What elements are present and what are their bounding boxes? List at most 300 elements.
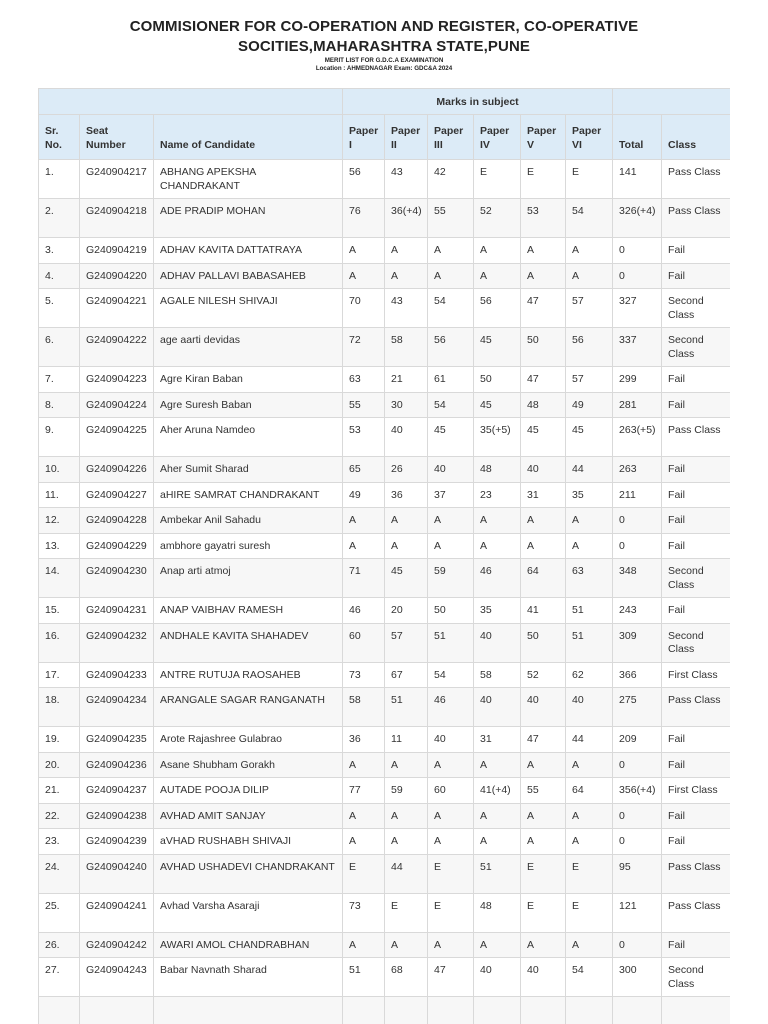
paper-2-cell: A bbox=[385, 263, 428, 289]
sr-no-cell: 6. bbox=[39, 328, 80, 367]
paper-5-cell: 47 bbox=[521, 289, 566, 328]
merit-table bbox=[38, 88, 730, 1024]
paper-5-cell: E bbox=[521, 160, 566, 199]
paper-2-cell: 43 bbox=[385, 160, 428, 199]
table-row bbox=[39, 160, 731, 199]
paper-2-cell: 58 bbox=[385, 328, 428, 367]
paper-6-cell: 35 bbox=[566, 482, 613, 508]
paper-3-cell: A bbox=[428, 533, 474, 559]
paper-3-cell: A bbox=[428, 932, 474, 958]
paper-5-cell: A bbox=[521, 238, 566, 264]
total-cell: 121 bbox=[613, 893, 662, 932]
header-blank-cell bbox=[39, 89, 343, 115]
column-header-paper-5: Paper V bbox=[521, 115, 566, 160]
paper-3-cell: E bbox=[428, 854, 474, 893]
seat-number-cell: G240904228 bbox=[80, 508, 154, 534]
class-cell: Fail bbox=[662, 803, 730, 829]
seat-number-cell: G240904233 bbox=[80, 662, 154, 688]
seat-number-cell: G240904238 bbox=[80, 803, 154, 829]
table-row bbox=[39, 263, 731, 289]
paper-2-cell: E bbox=[385, 893, 428, 932]
total-cell: 299 bbox=[613, 367, 662, 393]
paper-2-cell: A bbox=[385, 932, 428, 958]
paper-2-cell: A bbox=[385, 752, 428, 778]
paper-3-cell: A bbox=[428, 803, 474, 829]
paper-6-cell: A bbox=[566, 263, 613, 289]
paper-5-cell: 50 bbox=[521, 623, 566, 662]
paper-5-cell: 45 bbox=[521, 418, 566, 457]
paper-5-cell: E bbox=[521, 893, 566, 932]
empty-cell bbox=[343, 997, 385, 1024]
column-header-paper-4: Paper IV bbox=[474, 115, 521, 160]
paper-1-cell: A bbox=[343, 829, 385, 855]
paper-1-cell: A bbox=[343, 932, 385, 958]
seat-number-cell: G240904221 bbox=[80, 289, 154, 328]
class-cell: First Class bbox=[662, 778, 730, 804]
table-row bbox=[39, 199, 731, 238]
sr-no-cell: 2. bbox=[39, 199, 80, 238]
seat-number-cell: G240904224 bbox=[80, 392, 154, 418]
paper-4-cell: A bbox=[474, 533, 521, 559]
paper-4-cell: 46 bbox=[474, 559, 521, 598]
table-row bbox=[39, 289, 731, 328]
paper-1-cell: 51 bbox=[343, 958, 385, 997]
table-body bbox=[39, 160, 731, 1024]
sr-no-cell: 18. bbox=[39, 688, 80, 727]
paper-5-cell: E bbox=[521, 854, 566, 893]
paper-3-cell: 46 bbox=[428, 688, 474, 727]
class-cell: Pass Class bbox=[662, 688, 730, 727]
paper-6-cell: 62 bbox=[566, 662, 613, 688]
paper-5-cell: A bbox=[521, 508, 566, 534]
table-row bbox=[39, 238, 731, 264]
sr-no-cell: 25. bbox=[39, 893, 80, 932]
paper-4-cell: 45 bbox=[474, 328, 521, 367]
paper-6-cell: 44 bbox=[566, 727, 613, 753]
table-row bbox=[39, 958, 731, 997]
paper-5-cell: 47 bbox=[521, 367, 566, 393]
paper-6-cell: A bbox=[566, 752, 613, 778]
total-cell: 0 bbox=[613, 238, 662, 264]
paper-5-cell: 50 bbox=[521, 328, 566, 367]
total-cell: 281 bbox=[613, 392, 662, 418]
paper-3-cell: 59 bbox=[428, 559, 474, 598]
paper-3-cell: 42 bbox=[428, 160, 474, 199]
paper-6-cell: 49 bbox=[566, 392, 613, 418]
paper-2-cell: 40 bbox=[385, 418, 428, 457]
paper-1-cell: 46 bbox=[343, 598, 385, 624]
column-header-paper-3: Paper III bbox=[428, 115, 474, 160]
seat-number-cell: G240904225 bbox=[80, 418, 154, 457]
paper-5-cell: 55 bbox=[521, 778, 566, 804]
total-cell: 327 bbox=[613, 289, 662, 328]
sr-no-cell: 17. bbox=[39, 662, 80, 688]
paper-6-cell: A bbox=[566, 932, 613, 958]
candidate-name-cell: Aher Aruna Namdeo bbox=[154, 418, 343, 457]
sr-no-cell: 16. bbox=[39, 623, 80, 662]
paper-6-cell: A bbox=[566, 238, 613, 264]
paper-6-cell: 51 bbox=[566, 623, 613, 662]
paper-4-cell: A bbox=[474, 829, 521, 855]
paper-6-cell: 54 bbox=[566, 958, 613, 997]
class-cell: Pass Class bbox=[662, 199, 730, 238]
total-cell: 0 bbox=[613, 508, 662, 534]
paper-2-cell: 67 bbox=[385, 662, 428, 688]
paper-1-cell: A bbox=[343, 508, 385, 534]
location-exam-line: Location : AHMEDNAGAR Exam: GDC&A 2024 bbox=[315, 65, 453, 72]
table-row bbox=[39, 533, 731, 559]
paper-2-cell: 51 bbox=[385, 688, 428, 727]
paper-6-cell: E bbox=[566, 854, 613, 893]
empty-cell bbox=[662, 997, 730, 1024]
column-header-paper-6: Paper VI bbox=[566, 115, 613, 160]
table-row bbox=[39, 854, 731, 893]
paper-2-cell: A bbox=[385, 829, 428, 855]
class-cell: Fail bbox=[662, 367, 730, 393]
paper-4-cell: 35 bbox=[474, 598, 521, 624]
paper-1-cell: A bbox=[343, 803, 385, 829]
seat-number-cell: G240904232 bbox=[80, 623, 154, 662]
sr-no-cell: 21. bbox=[39, 778, 80, 804]
paper-4-cell: A bbox=[474, 932, 521, 958]
class-cell: Fail bbox=[662, 238, 730, 264]
empty-cell bbox=[80, 997, 154, 1024]
seat-number-cell: G240904229 bbox=[80, 533, 154, 559]
table-row bbox=[39, 778, 731, 804]
candidate-name-cell: AWARI AMOL CHANDRABHAN bbox=[154, 932, 343, 958]
total-cell: 0 bbox=[613, 533, 662, 559]
paper-2-cell: 30 bbox=[385, 392, 428, 418]
paper-3-cell: 54 bbox=[428, 392, 474, 418]
paper-1-cell: 55 bbox=[343, 392, 385, 418]
sr-no-cell: 4. bbox=[39, 263, 80, 289]
paper-1-cell: A bbox=[343, 238, 385, 264]
class-cell: Pass Class bbox=[662, 160, 730, 199]
total-cell: 0 bbox=[613, 932, 662, 958]
paper-1-cell: 56 bbox=[343, 160, 385, 199]
class-cell: Fail bbox=[662, 752, 730, 778]
paper-5-cell: A bbox=[521, 829, 566, 855]
sr-no-cell: 20. bbox=[39, 752, 80, 778]
paper-1-cell: A bbox=[343, 263, 385, 289]
candidate-name-cell: Aher Sumit Sharad bbox=[154, 457, 343, 483]
sr-no-cell: 5. bbox=[39, 289, 80, 328]
page-title-line-1: COMMISIONER FOR CO-OPERATION AND REGISTER, CO-OPERATIVE bbox=[129, 18, 639, 35]
paper-5-cell: 64 bbox=[521, 559, 566, 598]
paper-4-cell: 23 bbox=[474, 482, 521, 508]
candidate-name-cell: AUTADE POOJA DILIP bbox=[154, 778, 343, 804]
candidate-name-cell: AGALE NILESH SHIVAJI bbox=[154, 289, 343, 328]
paper-4-cell: A bbox=[474, 508, 521, 534]
paper-1-cell: 58 bbox=[343, 688, 385, 727]
class-cell: Fail bbox=[662, 829, 730, 855]
seat-number-cell: G240904219 bbox=[80, 238, 154, 264]
seat-number-cell: G240904231 bbox=[80, 598, 154, 624]
paper-1-cell: 63 bbox=[343, 367, 385, 393]
table-row bbox=[39, 508, 731, 534]
class-cell: Second Class bbox=[662, 958, 730, 997]
table-row bbox=[39, 598, 731, 624]
total-cell: 337 bbox=[613, 328, 662, 367]
candidate-name-cell: Arote Rajashree Gulabrao bbox=[154, 727, 343, 753]
candidate-name-cell: ADHAV PALLAVI BABASAHEB bbox=[154, 263, 343, 289]
table-row bbox=[39, 662, 731, 688]
paper-5-cell: 48 bbox=[521, 392, 566, 418]
total-cell: 0 bbox=[613, 752, 662, 778]
seat-number-cell: G240904218 bbox=[80, 199, 154, 238]
paper-6-cell: 57 bbox=[566, 289, 613, 328]
candidate-name-cell: ANDHALE KAVITA SHAHADEV bbox=[154, 623, 343, 662]
paper-6-cell: E bbox=[566, 893, 613, 932]
total-cell: 326(+4) bbox=[613, 199, 662, 238]
sr-no-cell: 12. bbox=[39, 508, 80, 534]
candidate-name-cell: Avhad Varsha Asaraji bbox=[154, 893, 343, 932]
paper-5-cell: 52 bbox=[521, 662, 566, 688]
paper-2-cell: 36 bbox=[385, 482, 428, 508]
sr-no-cell: 9. bbox=[39, 418, 80, 457]
seat-number-cell: G240904243 bbox=[80, 958, 154, 997]
paper-4-cell: 51 bbox=[474, 854, 521, 893]
paper-4-cell: A bbox=[474, 238, 521, 264]
paper-3-cell: 56 bbox=[428, 328, 474, 367]
total-cell: 275 bbox=[613, 688, 662, 727]
total-cell: 141 bbox=[613, 160, 662, 199]
empty-cell bbox=[39, 997, 80, 1024]
paper-5-cell: A bbox=[521, 803, 566, 829]
paper-6-cell: A bbox=[566, 803, 613, 829]
class-cell: Fail bbox=[662, 932, 730, 958]
class-cell: Second Class bbox=[662, 289, 730, 328]
paper-3-cell: E bbox=[428, 893, 474, 932]
candidate-name-cell: age aarti devidas bbox=[154, 328, 343, 367]
paper-3-cell: 47 bbox=[428, 958, 474, 997]
paper-5-cell: 53 bbox=[521, 199, 566, 238]
paper-6-cell: E bbox=[566, 160, 613, 199]
paper-5-cell: A bbox=[521, 752, 566, 778]
paper-2-cell: 59 bbox=[385, 778, 428, 804]
paper-4-cell: 31 bbox=[474, 727, 521, 753]
paper-4-cell: 48 bbox=[474, 457, 521, 483]
paper-4-cell: 41(+4) bbox=[474, 778, 521, 804]
paper-2-cell: 36(+4) bbox=[385, 199, 428, 238]
seat-number-cell: G240904236 bbox=[80, 752, 154, 778]
paper-3-cell: A bbox=[428, 508, 474, 534]
paper-2-cell: 57 bbox=[385, 623, 428, 662]
seat-number-cell: G240904234 bbox=[80, 688, 154, 727]
merit-table-container bbox=[38, 88, 730, 1024]
candidate-name-cell: ARANGALE SAGAR RANGANATH bbox=[154, 688, 343, 727]
class-cell: Fail bbox=[662, 727, 730, 753]
sr-no-cell: 3. bbox=[39, 238, 80, 264]
candidate-name-cell: ANTRE RUTUJA RAOSAHEB bbox=[154, 662, 343, 688]
paper-4-cell: A bbox=[474, 803, 521, 829]
paper-5-cell: 40 bbox=[521, 457, 566, 483]
class-cell: Fail bbox=[662, 598, 730, 624]
paper-1-cell: 73 bbox=[343, 662, 385, 688]
table-row bbox=[39, 932, 731, 958]
paper-2-cell: A bbox=[385, 238, 428, 264]
sr-no-cell: 23. bbox=[39, 829, 80, 855]
paper-6-cell: A bbox=[566, 508, 613, 534]
sr-no-cell: 14. bbox=[39, 559, 80, 598]
paper-4-cell: 48 bbox=[474, 893, 521, 932]
seat-number-cell: G240904230 bbox=[80, 559, 154, 598]
sr-no-cell: 11. bbox=[39, 482, 80, 508]
empty-cell bbox=[428, 997, 474, 1024]
paper-5-cell: A bbox=[521, 932, 566, 958]
table-row bbox=[39, 623, 731, 662]
class-cell: Fail bbox=[662, 508, 730, 534]
table-row bbox=[39, 688, 731, 727]
paper-1-cell: 72 bbox=[343, 328, 385, 367]
paper-5-cell: 40 bbox=[521, 958, 566, 997]
paper-1-cell: 65 bbox=[343, 457, 385, 483]
empty-cell bbox=[474, 997, 521, 1024]
column-header-paper-1: Paper I bbox=[343, 115, 385, 160]
paper-3-cell: 37 bbox=[428, 482, 474, 508]
column-header-class: Class bbox=[662, 115, 730, 160]
sr-no-cell: 24. bbox=[39, 854, 80, 893]
empty-cell bbox=[154, 997, 343, 1024]
paper-4-cell: 40 bbox=[474, 958, 521, 997]
candidate-name-cell: ANAP VAIBHAV RAMESH bbox=[154, 598, 343, 624]
paper-6-cell: 57 bbox=[566, 367, 613, 393]
paper-2-cell: 45 bbox=[385, 559, 428, 598]
paper-3-cell: 50 bbox=[428, 598, 474, 624]
table-row bbox=[39, 418, 731, 457]
paper-2-cell: A bbox=[385, 803, 428, 829]
class-cell: Second Class bbox=[662, 328, 730, 367]
candidate-name-cell: aHIRE SAMRAT CHANDRAKANT bbox=[154, 482, 343, 508]
sr-no-cell: 8. bbox=[39, 392, 80, 418]
seat-number-cell: G240904220 bbox=[80, 263, 154, 289]
seat-number-cell: G240904235 bbox=[80, 727, 154, 753]
seat-number-cell: G240904242 bbox=[80, 932, 154, 958]
page-title-line-2: SOCITIES,MAHARASHTRA STATE,PUNE bbox=[238, 38, 530, 55]
paper-2-cell: 68 bbox=[385, 958, 428, 997]
seat-number-cell: G240904227 bbox=[80, 482, 154, 508]
total-cell: 211 bbox=[613, 482, 662, 508]
total-cell: 0 bbox=[613, 803, 662, 829]
seat-number-cell: G240904240 bbox=[80, 854, 154, 893]
paper-3-cell: 54 bbox=[428, 289, 474, 328]
paper-4-cell: 40 bbox=[474, 623, 521, 662]
sr-no-cell: 22. bbox=[39, 803, 80, 829]
table-row bbox=[39, 997, 731, 1024]
class-cell: Pass Class bbox=[662, 893, 730, 932]
total-cell: 263 bbox=[613, 457, 662, 483]
sr-no-cell: 10. bbox=[39, 457, 80, 483]
paper-6-cell: 51 bbox=[566, 598, 613, 624]
candidate-name-cell: ADHAV KAVITA DATTATRAYA bbox=[154, 238, 343, 264]
empty-cell bbox=[566, 997, 613, 1024]
candidate-name-cell: Asane Shubham Gorakh bbox=[154, 752, 343, 778]
table-row bbox=[39, 457, 731, 483]
paper-5-cell: 40 bbox=[521, 688, 566, 727]
paper-2-cell: A bbox=[385, 508, 428, 534]
paper-3-cell: A bbox=[428, 263, 474, 289]
header-blank-cell-right bbox=[613, 89, 730, 115]
sr-no-cell: 26. bbox=[39, 932, 80, 958]
paper-3-cell: 40 bbox=[428, 457, 474, 483]
paper-1-cell: 77 bbox=[343, 778, 385, 804]
candidate-name-cell: Anap arti atmoj bbox=[154, 559, 343, 598]
paper-5-cell: 47 bbox=[521, 727, 566, 753]
paper-3-cell: 54 bbox=[428, 662, 474, 688]
table-row bbox=[39, 727, 731, 753]
total-cell: 0 bbox=[613, 263, 662, 289]
paper-3-cell: A bbox=[428, 752, 474, 778]
paper-1-cell: 70 bbox=[343, 289, 385, 328]
paper-4-cell: A bbox=[474, 263, 521, 289]
paper-1-cell: 60 bbox=[343, 623, 385, 662]
table-row bbox=[39, 392, 731, 418]
paper-6-cell: 44 bbox=[566, 457, 613, 483]
paper-1-cell: 73 bbox=[343, 893, 385, 932]
merit-list-subtitle: MERIT LIST FOR G.D.C.A EXAMINATION bbox=[324, 57, 444, 64]
paper-6-cell: 64 bbox=[566, 778, 613, 804]
seat-number-cell: G240904226 bbox=[80, 457, 154, 483]
paper-2-cell: A bbox=[385, 533, 428, 559]
sr-no-cell: 7. bbox=[39, 367, 80, 393]
class-cell: Pass Class bbox=[662, 854, 730, 893]
table-row bbox=[39, 328, 731, 367]
table-row bbox=[39, 367, 731, 393]
column-header-seat-number: Seat Number bbox=[80, 115, 154, 160]
seat-number-cell: G240904241 bbox=[80, 893, 154, 932]
paper-6-cell: 40 bbox=[566, 688, 613, 727]
candidate-name-cell: AVHAD AMIT SANJAY bbox=[154, 803, 343, 829]
paper-1-cell: 36 bbox=[343, 727, 385, 753]
total-cell: 366 bbox=[613, 662, 662, 688]
empty-cell bbox=[521, 997, 566, 1024]
candidate-name-cell: ABHANG APEKSHA CHANDRAKANT bbox=[154, 160, 343, 199]
paper-1-cell: 76 bbox=[343, 199, 385, 238]
paper-5-cell: A bbox=[521, 263, 566, 289]
class-cell: Pass Class bbox=[662, 418, 730, 457]
table-row bbox=[39, 752, 731, 778]
paper-4-cell: 58 bbox=[474, 662, 521, 688]
class-cell: Fail bbox=[662, 392, 730, 418]
table-row bbox=[39, 893, 731, 932]
seat-number-cell: G240904222 bbox=[80, 328, 154, 367]
column-header-total: Total bbox=[613, 115, 662, 160]
candidate-name-cell: Babar Navnath Sharad bbox=[154, 958, 343, 997]
class-cell: First Class bbox=[662, 662, 730, 688]
candidate-name-cell: Agre Suresh Baban bbox=[154, 392, 343, 418]
paper-4-cell: 50 bbox=[474, 367, 521, 393]
paper-2-cell: 20 bbox=[385, 598, 428, 624]
paper-3-cell: 55 bbox=[428, 199, 474, 238]
total-cell: 348 bbox=[613, 559, 662, 598]
marks-in-subject-header: Marks in subject bbox=[343, 89, 613, 115]
paper-1-cell: E bbox=[343, 854, 385, 893]
paper-3-cell: 61 bbox=[428, 367, 474, 393]
class-cell: Fail bbox=[662, 457, 730, 483]
seat-number-cell: G240904237 bbox=[80, 778, 154, 804]
total-cell: 263(+5) bbox=[613, 418, 662, 457]
paper-5-cell: A bbox=[521, 533, 566, 559]
paper-1-cell: 53 bbox=[343, 418, 385, 457]
seat-number-cell: G240904223 bbox=[80, 367, 154, 393]
paper-4-cell: 45 bbox=[474, 392, 521, 418]
document-header bbox=[0, 0, 768, 73]
empty-cell bbox=[385, 997, 428, 1024]
empty-cell bbox=[613, 997, 662, 1024]
class-cell: Second Class bbox=[662, 559, 730, 598]
paper-6-cell: A bbox=[566, 533, 613, 559]
table-header bbox=[39, 89, 731, 160]
